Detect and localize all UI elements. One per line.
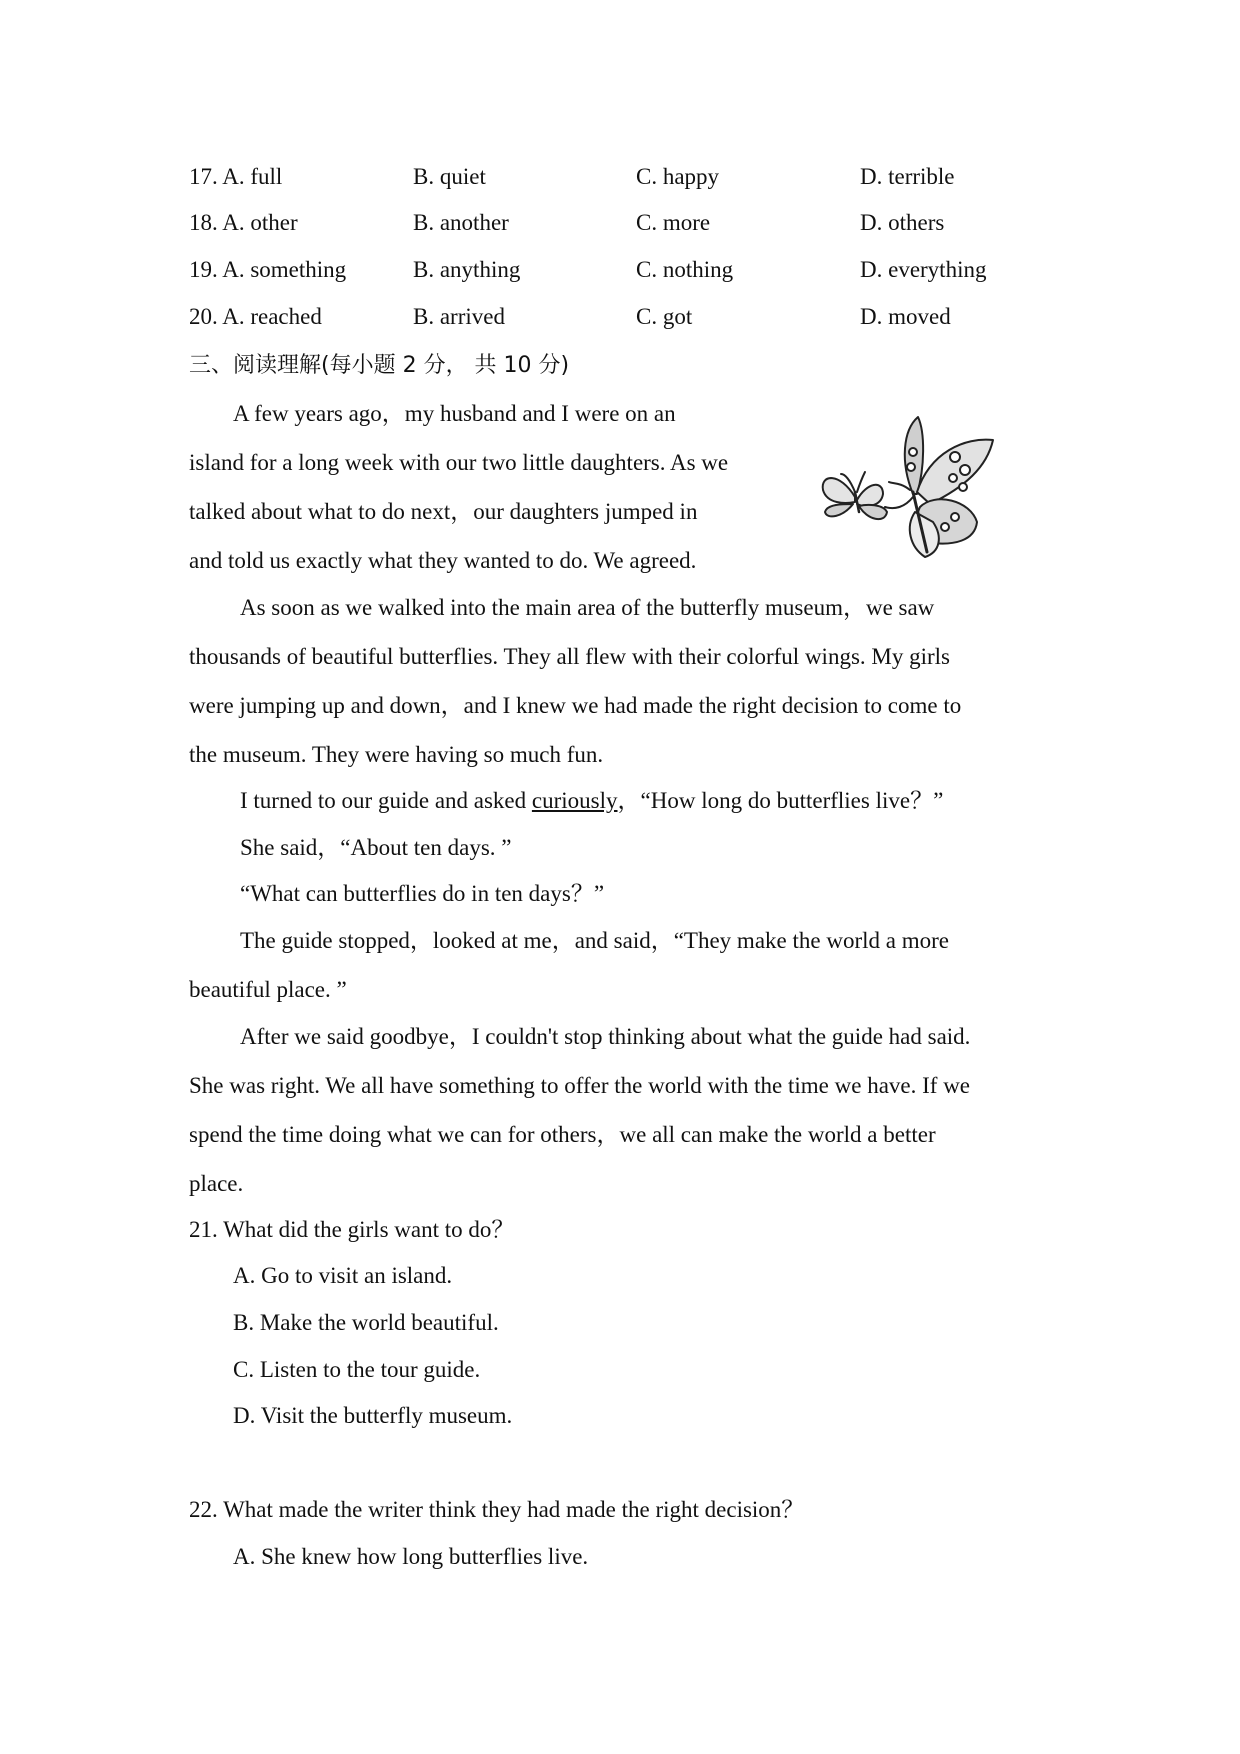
passage-line: A few years ago，my husband and I were on an [233,401,676,426]
passage-line: and told us exactly what they wanted to do. We agreed. [189,548,697,573]
q20-option-a: 20. A. reached [189,304,322,329]
q20-option-d: D. moved [860,304,951,329]
passage-text: ，“How long do butterflies live？” [617,788,944,813]
q19-option-c: C. nothing [636,257,734,282]
q19-option-d: D. everything [860,257,987,282]
passage-line: were jumping up and down，and I knew we had made the right decision to come to [189,693,962,718]
q17-option-a: 17. A. full [189,164,283,189]
q19-option-b: B. anything [413,257,521,282]
passage-line: island for a long week with our two little daughters. As we [189,450,729,475]
q18-option-d: D. others [860,210,945,235]
passage-line: the museum. They were having so much fun. [189,742,604,767]
q17-option-c: C. happy [636,164,720,189]
question-option: A. She knew how long butterflies live. [233,1544,589,1569]
passage-text: I turned to our guide and asked [240,788,532,813]
q18-option-a: 18. A. other [189,210,298,235]
passage-line [240,786,943,816]
passage-line: As soon as we walked into the main area of the butterfly museum，we saw [240,595,935,620]
question-stem: 22. What made the writer think they had made the right decision？ [189,1497,805,1522]
question-stem: 21. What did the girls want to do？ [189,1217,515,1242]
q17-option-d: D. terrible [860,164,955,189]
passage-line: beautiful place. ” [189,977,347,1002]
passage-line: After we said goodbye，I couldn't stop thinking about what the guide had said. [240,1024,971,1049]
q18-option-c: C. more [636,210,711,235]
q17-option-b: B. quiet [413,164,486,189]
butterfly-icon [805,412,1005,562]
q18-option-b: B. another [413,210,509,235]
passage-line: She was right. We all have something to offer the world with the time we have. If we [189,1073,971,1098]
q20-option-b: B. arrived [413,304,505,329]
question-option: A. Go to visit an island. [233,1263,453,1288]
passage-line: “What can butterflies do in ten days？” [240,881,605,906]
question-option: D. Visit the butterfly museum. [233,1403,513,1428]
underlined-word: curiously [531,788,618,813]
passage-line: place. [189,1171,244,1196]
passage-line: thousands of beautiful butterflies. They all flew with their colorful wings. My girls [189,644,950,669]
question-option: C. Listen to the tour guide. [233,1357,481,1382]
question-option: B. Make the world beautiful. [233,1310,499,1335]
passage-line: The guide stopped，looked at me，and said，“They make the world a more [240,928,949,953]
q19-option-a: 19. A. something [189,257,347,282]
section-heading: 三、阅读理解(每小题 2 分， 共 10 分) [189,353,570,378]
q20-option-c: C. got [636,304,693,329]
passage-line: talked about what to do next，our daughters jumped in [189,499,698,524]
passage-line: She said，“About ten days. ” [240,835,512,860]
passage-line: spend the time doing what we can for others，we all can make the world a better [189,1122,936,1147]
